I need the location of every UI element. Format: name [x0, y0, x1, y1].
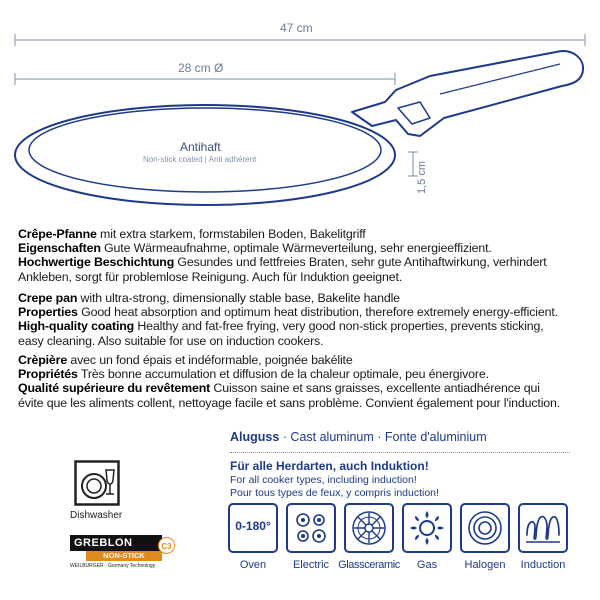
dishwasher-label: Dishwasher — [70, 510, 123, 521]
greblon-logo — [70, 533, 175, 573]
pan-handle — [352, 51, 583, 136]
cooker-heading-en: For all cooker types, including induction! — [230, 474, 417, 486]
electric-label: Electric — [292, 559, 330, 571]
english-description: Crepe pan with ultra-strong, dimensionally stable base, Bakelite handle Properties Good heat absorption and optimum heat distribution, therefore extremely energy-efficient. High-quality coating Healthy and fat-free frying, very good non-stick properties, prevents sticking, easy cleaning. Also suitable for use on induction cookers. — [18, 291, 558, 348]
fr-properties: Propriétés — [18, 367, 78, 382]
dishwasher-icon — [74, 460, 120, 506]
greblon-nonstick: NON-STICK — [86, 551, 162, 561]
gas-label: Gas — [416, 559, 438, 571]
length-dimension-line — [15, 34, 585, 46]
coating-subtitle: Non-stick coated | Anti adhérent — [143, 155, 257, 164]
coating-title: Antihaft — [180, 140, 221, 154]
halogen-icon — [460, 503, 510, 553]
oven-temp: 0-180° — [235, 519, 271, 533]
cooker-heading-de: Für alle Herdarten, auch Induktion! — [230, 459, 429, 473]
de-title: Crêpe-Pfanne — [18, 227, 97, 241]
height-label: 1,5 cm — [416, 160, 428, 194]
electric-icon — [286, 503, 336, 553]
en-title: Crepe pan — [18, 291, 78, 305]
de-coating: Hochwertige Beschichtung — [18, 255, 175, 270]
gas-icon — [402, 503, 452, 553]
greblon-brand: GREBLON — [70, 535, 162, 551]
induction-label: Induction — [520, 559, 566, 571]
material-bold: Aluguss — [230, 430, 280, 444]
en-properties: Properties — [18, 305, 78, 320]
induction-icon — [518, 503, 568, 553]
oven-label: Oven — [239, 559, 267, 571]
french-description: Crèpière avec un fond épais et indéformable, poignée bakélite Propriétés Très bonne accumulation et diffusion de la chaleur optimale, peu énergivore. Qualité supérieure du revêtement Cuisson saine et sans graisses, excellente antiadhérence qui évite que les aliments collent, nettoyage facile et sans problème. Convient également pour l'induction. — [18, 353, 561, 410]
de-properties: Eigenschaften — [18, 241, 101, 256]
material-line: Aluguss · Cast aluminum · Fonte d'aluminium — [230, 430, 487, 444]
oven-icon — [228, 503, 278, 553]
greblon-footer: WEILBURGER · Germany Technology — [70, 563, 156, 569]
glassceramic-label: Glassceramic — [338, 559, 400, 571]
length-label: 47 cm — [280, 21, 313, 35]
en-coating: High-quality coating — [18, 319, 135, 334]
material-divider — [230, 452, 570, 453]
halogen-label: Halogen — [464, 559, 506, 571]
glassceramic-icon — [344, 503, 394, 553]
fr-title: Crèpière — [18, 353, 68, 367]
german-description: Crêpe-Pfanne mit extra starkem, formstabilen Boden, Bakelitgriff Eigenschaften Gute Wärmeaufnahme, optimale Wärmeverteilung, sehr energieeffizient. Hochwertige Beschichtung Gesundes und fettfreies Braten, sehr gute Antihaftwirkung, verhindert Ankleben, sorgt für problemlose Reinigung. Auch für Induktion geeignet. — [18, 227, 547, 284]
greblon-c3-badge: C3 — [158, 537, 175, 554]
diameter-label: 28 cm Ø — [178, 61, 224, 75]
cooker-heading-fr: Pour tous types de feux, y compris induction! — [230, 487, 439, 499]
fr-coating: Qualité supérieure du revêtement — [18, 381, 211, 396]
